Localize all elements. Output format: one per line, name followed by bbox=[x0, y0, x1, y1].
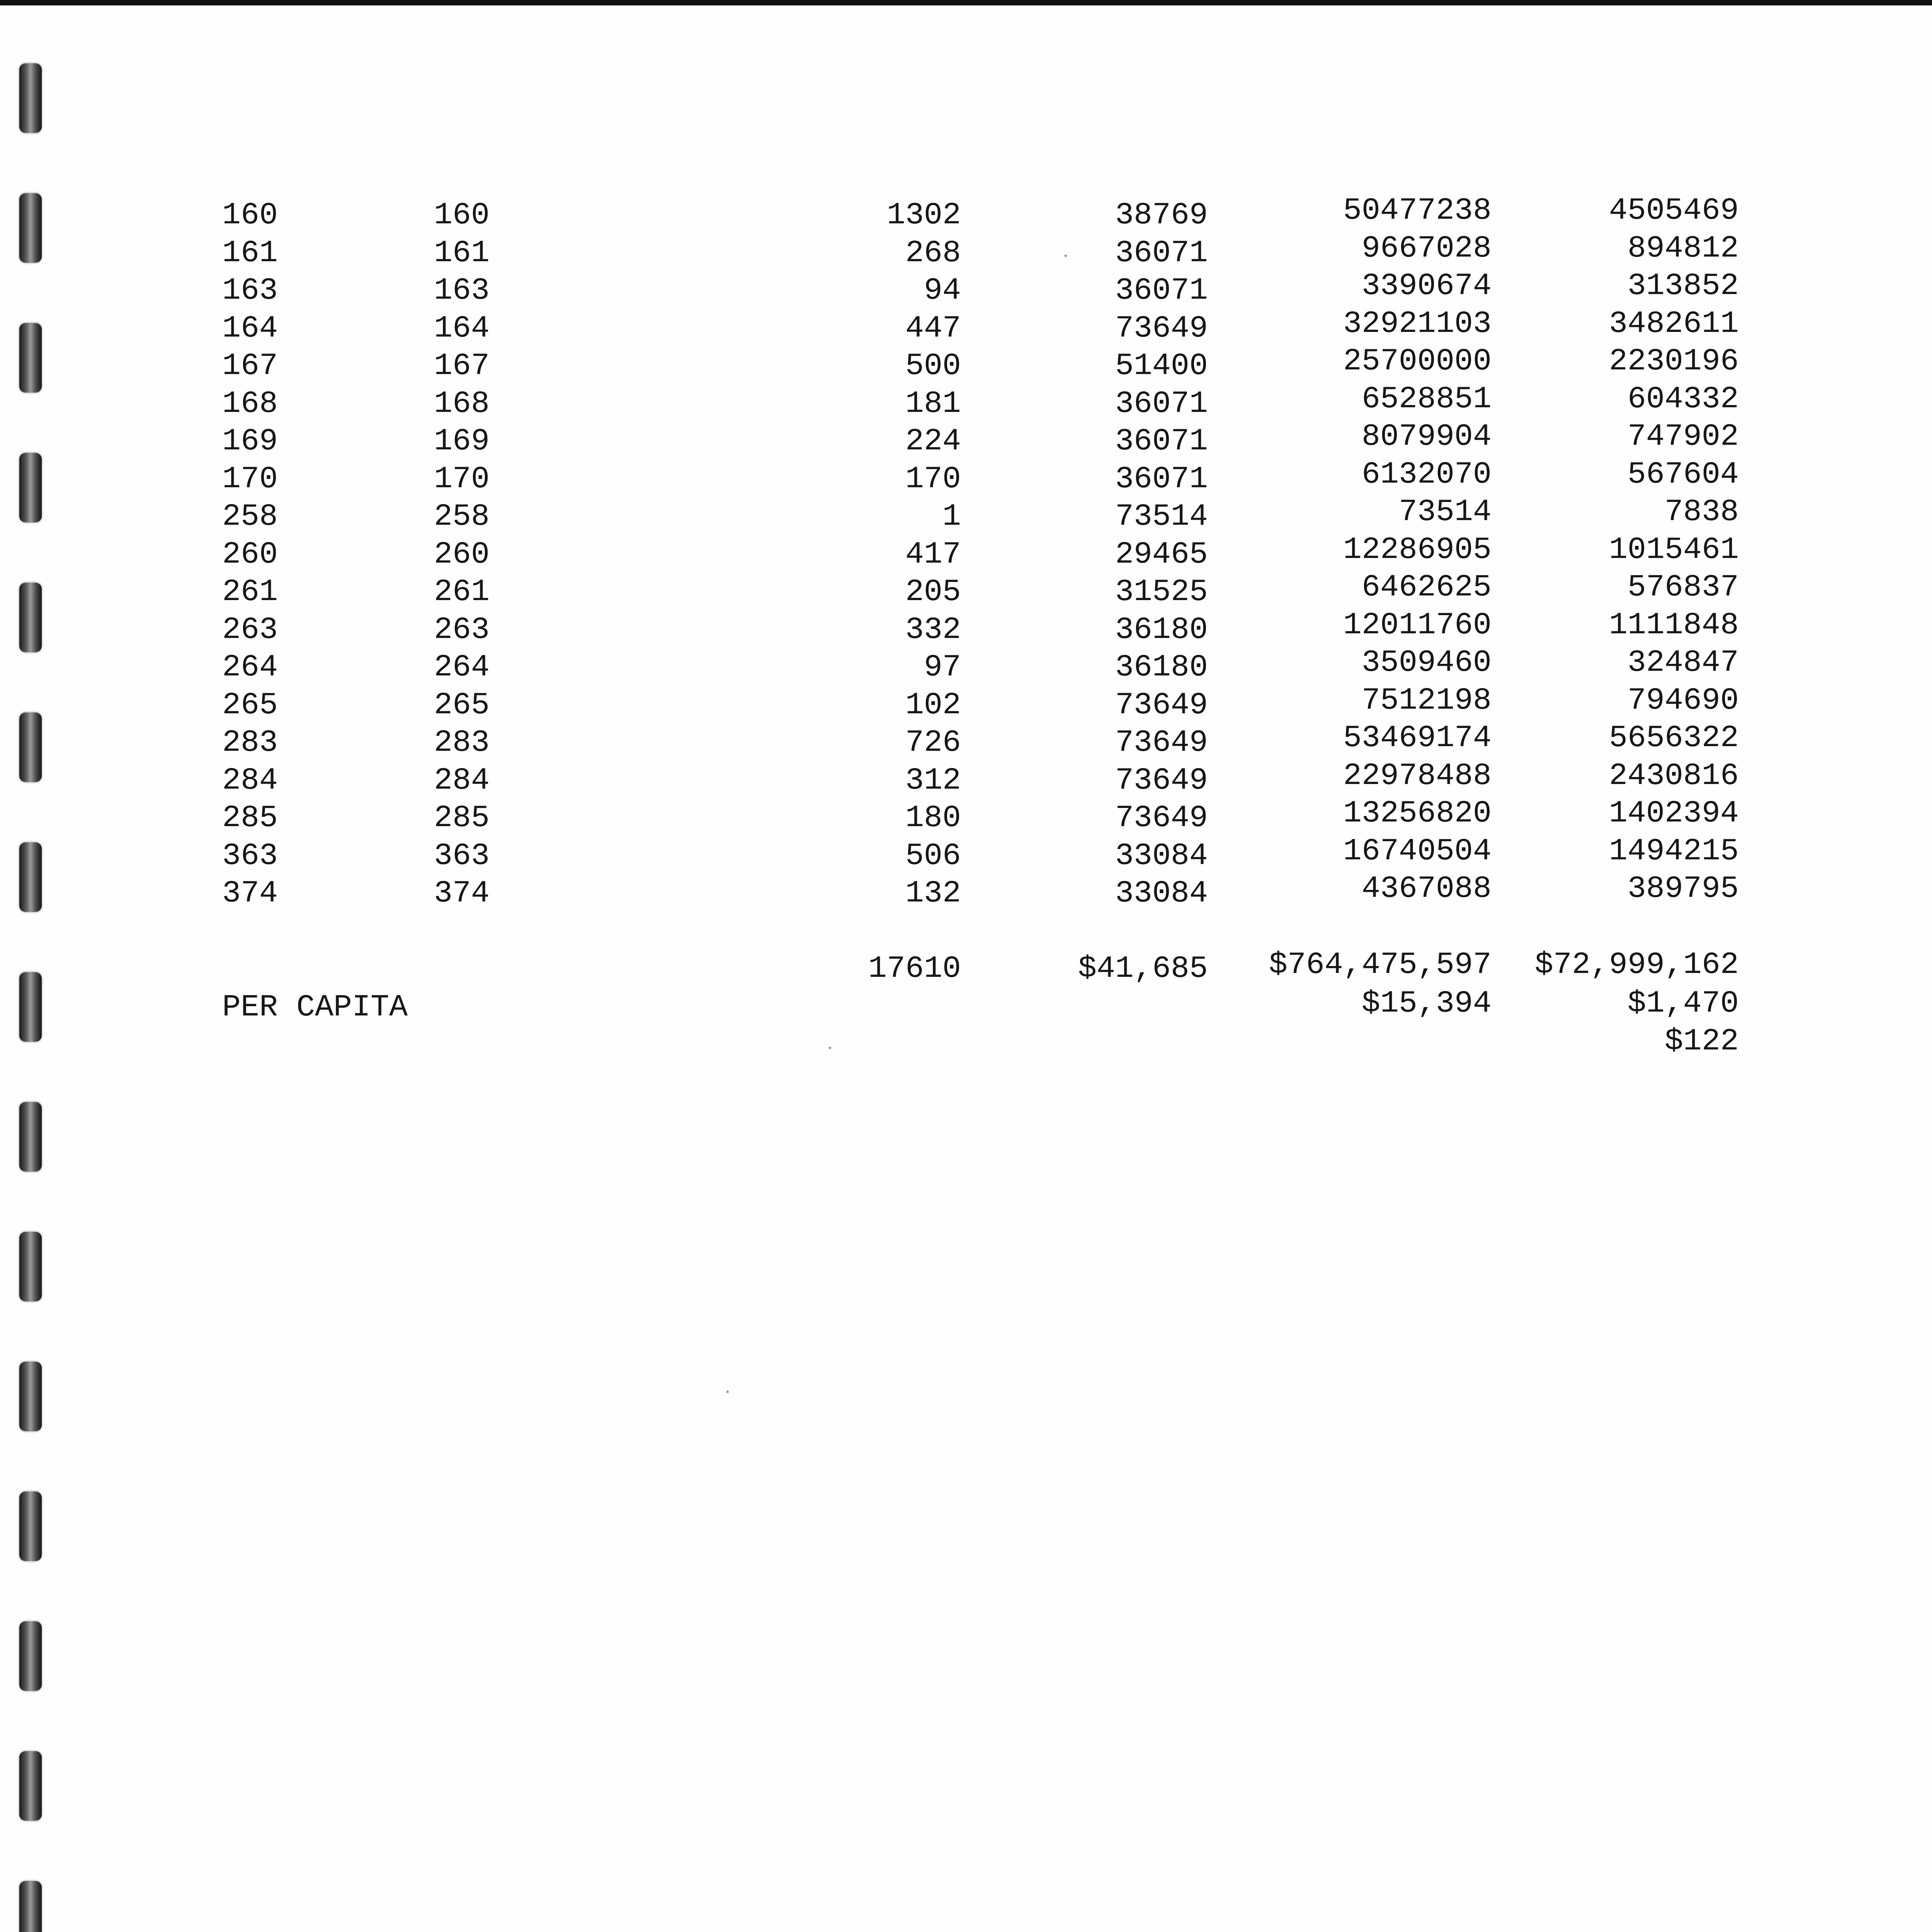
total-income: $764,475,597 bbox=[1269, 947, 1492, 983]
col-income: 16740504 bbox=[1343, 833, 1492, 869]
col-tax: 1494215 bbox=[1609, 833, 1739, 869]
col-income: 25700000 bbox=[1343, 344, 1492, 379]
col-count: 102 bbox=[905, 687, 961, 723]
col-avg: 51400 bbox=[1115, 349, 1208, 384]
col-id-b: 168 bbox=[434, 386, 490, 422]
col-avg: 36071 bbox=[1115, 386, 1208, 422]
table-row bbox=[222, 721, 1739, 762]
col-income: 73514 bbox=[1398, 495, 1492, 530]
col-avg: 38769 bbox=[1115, 198, 1208, 233]
col-id-b: 260 bbox=[434, 537, 490, 572]
col-id-b: 263 bbox=[434, 612, 490, 648]
col-id-a: 283 bbox=[222, 725, 278, 760]
col-count: 268 bbox=[905, 235, 961, 271]
col-id-a: 258 bbox=[222, 499, 278, 534]
col-count: 1302 bbox=[886, 198, 961, 233]
col-count: 726 bbox=[905, 725, 961, 760]
col-avg: 31525 bbox=[1115, 575, 1208, 610]
col-avg: 73649 bbox=[1115, 725, 1208, 760]
table-row bbox=[222, 193, 1739, 235]
col-tax: 5656322 bbox=[1609, 721, 1739, 756]
table-row bbox=[222, 796, 1739, 837]
col-id-b: 167 bbox=[434, 349, 490, 384]
binder-hole bbox=[19, 842, 42, 912]
col-avg: 29465 bbox=[1115, 537, 1208, 572]
col-id-a: 170 bbox=[222, 461, 278, 497]
col-id-b: 163 bbox=[434, 273, 490, 308]
col-tax: 604332 bbox=[1627, 381, 1739, 417]
col-tax: 576837 bbox=[1627, 570, 1739, 605]
col-id-b: 170 bbox=[434, 461, 490, 497]
binder-hole bbox=[19, 713, 42, 782]
col-tax: 747902 bbox=[1627, 419, 1739, 454]
col-count: 1 bbox=[942, 499, 961, 534]
total-avg-income: $41,685 bbox=[1078, 951, 1208, 986]
col-id-b: 160 bbox=[434, 198, 490, 233]
table-row bbox=[222, 607, 1739, 649]
col-id-b: 164 bbox=[434, 311, 490, 346]
table-row bbox=[222, 758, 1739, 800]
col-id-b: 261 bbox=[434, 575, 490, 610]
data-table bbox=[222, 193, 1739, 913]
col-id-b: 258 bbox=[434, 499, 490, 534]
col-tax: 313852 bbox=[1627, 269, 1739, 304]
col-count: 94 bbox=[923, 273, 961, 308]
table-row bbox=[222, 231, 1739, 272]
col-tax: 1111848 bbox=[1609, 607, 1739, 643]
binder-holes bbox=[15, 5, 58, 1932]
col-id-a: 169 bbox=[222, 424, 278, 459]
col-id-b: 284 bbox=[434, 763, 490, 798]
binder-hole bbox=[19, 1881, 42, 1932]
table-row bbox=[222, 344, 1739, 385]
totals-section bbox=[222, 947, 1739, 1078]
col-tax: 389795 bbox=[1627, 871, 1739, 906]
col-avg: 73649 bbox=[1115, 801, 1208, 836]
binder-hole bbox=[19, 583, 42, 652]
col-count: 205 bbox=[905, 575, 961, 610]
col-id-b: 285 bbox=[434, 801, 490, 836]
col-id-b: 283 bbox=[434, 725, 490, 760]
binder-hole bbox=[19, 1751, 42, 1821]
binder-hole bbox=[19, 1362, 42, 1431]
col-avg: 36180 bbox=[1115, 612, 1208, 648]
col-avg: 73649 bbox=[1115, 687, 1208, 723]
col-tax: 1015461 bbox=[1609, 532, 1739, 568]
table-row bbox=[222, 457, 1739, 498]
total-count: 17610 bbox=[868, 951, 961, 986]
col-id-a: 164 bbox=[222, 311, 278, 346]
col-count: 181 bbox=[905, 386, 961, 422]
col-id-a: 285 bbox=[222, 801, 278, 836]
col-id-a: 160 bbox=[222, 198, 278, 233]
binder-hole bbox=[19, 1492, 42, 1561]
col-avg: 73649 bbox=[1115, 311, 1208, 346]
col-count: 180 bbox=[905, 801, 961, 836]
col-tax: 794690 bbox=[1627, 683, 1739, 718]
col-income: 12011760 bbox=[1343, 607, 1492, 643]
table-row bbox=[222, 495, 1739, 536]
col-id-a: 167 bbox=[222, 349, 278, 384]
col-id-a: 261 bbox=[222, 575, 278, 610]
col-count: 332 bbox=[905, 612, 961, 648]
binder-hole bbox=[19, 193, 42, 263]
col-income: 3390674 bbox=[1361, 269, 1492, 304]
table-row bbox=[222, 532, 1739, 574]
table-row bbox=[222, 833, 1739, 875]
per-capita-extra: $122 bbox=[1664, 1024, 1739, 1059]
paper-speck bbox=[829, 1047, 831, 1049]
total-tax: $72,999,162 bbox=[1534, 947, 1739, 983]
col-avg: 36071 bbox=[1115, 235, 1208, 271]
col-avg: 73649 bbox=[1115, 763, 1208, 798]
col-count: 132 bbox=[905, 876, 961, 911]
col-id-a: 260 bbox=[222, 537, 278, 572]
col-tax: 894812 bbox=[1627, 231, 1739, 266]
col-income: 7512198 bbox=[1361, 683, 1492, 718]
col-income: 4367088 bbox=[1361, 871, 1492, 906]
col-income: 50477238 bbox=[1343, 193, 1492, 228]
col-id-a: 363 bbox=[222, 838, 278, 874]
table-row bbox=[222, 645, 1739, 687]
col-id-b: 161 bbox=[434, 235, 490, 271]
col-avg: 33084 bbox=[1115, 838, 1208, 874]
per-capita-income: $15,394 bbox=[1361, 986, 1492, 1021]
col-count: 500 bbox=[905, 349, 961, 384]
col-tax: 2230196 bbox=[1609, 344, 1739, 379]
binder-hole bbox=[19, 972, 42, 1042]
col-count: 224 bbox=[905, 424, 961, 459]
per-capita-tax: $1,470 bbox=[1627, 986, 1739, 1021]
col-avg: 33084 bbox=[1115, 876, 1208, 911]
col-id-a: 161 bbox=[222, 235, 278, 271]
col-count: 97 bbox=[923, 650, 961, 685]
col-income: 3509460 bbox=[1361, 645, 1492, 680]
col-income: 13256820 bbox=[1343, 796, 1492, 831]
col-id-a: 263 bbox=[222, 612, 278, 648]
col-income: 32921103 bbox=[1343, 306, 1492, 342]
col-tax: 4505469 bbox=[1609, 193, 1739, 228]
col-avg: 36071 bbox=[1115, 273, 1208, 308]
col-avg: 36180 bbox=[1115, 650, 1208, 685]
per-capita-label: PER CAPITA bbox=[222, 990, 408, 1025]
col-income: 12286905 bbox=[1343, 532, 1492, 568]
col-tax: 1402394 bbox=[1609, 796, 1739, 831]
col-count: 417 bbox=[905, 537, 961, 572]
col-income: 6528851 bbox=[1361, 381, 1492, 417]
col-count: 447 bbox=[905, 311, 961, 346]
table-row bbox=[222, 419, 1739, 461]
col-income: 6462625 bbox=[1361, 570, 1492, 605]
col-income: 6132070 bbox=[1361, 457, 1492, 492]
binder-hole bbox=[19, 63, 42, 133]
col-id-a: 265 bbox=[222, 687, 278, 723]
col-id-b: 363 bbox=[434, 838, 490, 874]
col-income: 22978488 bbox=[1343, 758, 1492, 794]
col-count: 170 bbox=[905, 461, 961, 497]
binder-hole bbox=[19, 323, 42, 393]
col-id-a: 168 bbox=[222, 386, 278, 422]
paper-speck bbox=[726, 1391, 729, 1393]
table-row bbox=[222, 269, 1739, 310]
col-id-b: 374 bbox=[434, 876, 490, 911]
col-tax: 2430816 bbox=[1609, 758, 1739, 794]
col-count: 506 bbox=[905, 838, 961, 874]
col-id-a: 284 bbox=[222, 763, 278, 798]
col-count: 312 bbox=[905, 763, 961, 798]
col-id-b: 169 bbox=[434, 424, 490, 459]
col-tax: 7838 bbox=[1664, 495, 1739, 530]
col-avg: 73514 bbox=[1115, 499, 1208, 534]
binder-hole bbox=[19, 1102, 42, 1172]
col-id-a: 374 bbox=[222, 876, 278, 911]
col-income: 53469174 bbox=[1343, 721, 1492, 756]
col-tax: 567604 bbox=[1627, 457, 1739, 492]
table-row bbox=[222, 871, 1739, 913]
binder-hole bbox=[19, 1232, 42, 1301]
col-tax: 324847 bbox=[1627, 645, 1739, 680]
col-tax: 3482611 bbox=[1609, 306, 1739, 342]
col-id-a: 264 bbox=[222, 650, 278, 685]
table-row bbox=[222, 683, 1739, 724]
table-row bbox=[222, 306, 1739, 348]
col-income: 9667028 bbox=[1361, 231, 1492, 266]
col-avg: 36071 bbox=[1115, 424, 1208, 459]
binder-hole bbox=[19, 453, 42, 522]
col-avg: 36071 bbox=[1115, 461, 1208, 497]
col-id-b: 264 bbox=[434, 650, 490, 685]
col-id-b: 265 bbox=[434, 687, 490, 723]
binder-hole bbox=[19, 1621, 42, 1691]
table-row bbox=[222, 570, 1739, 611]
table-row bbox=[222, 381, 1739, 423]
col-id-a: 163 bbox=[222, 273, 278, 308]
paper-speck bbox=[1065, 255, 1067, 257]
col-income: 8079904 bbox=[1361, 419, 1492, 454]
